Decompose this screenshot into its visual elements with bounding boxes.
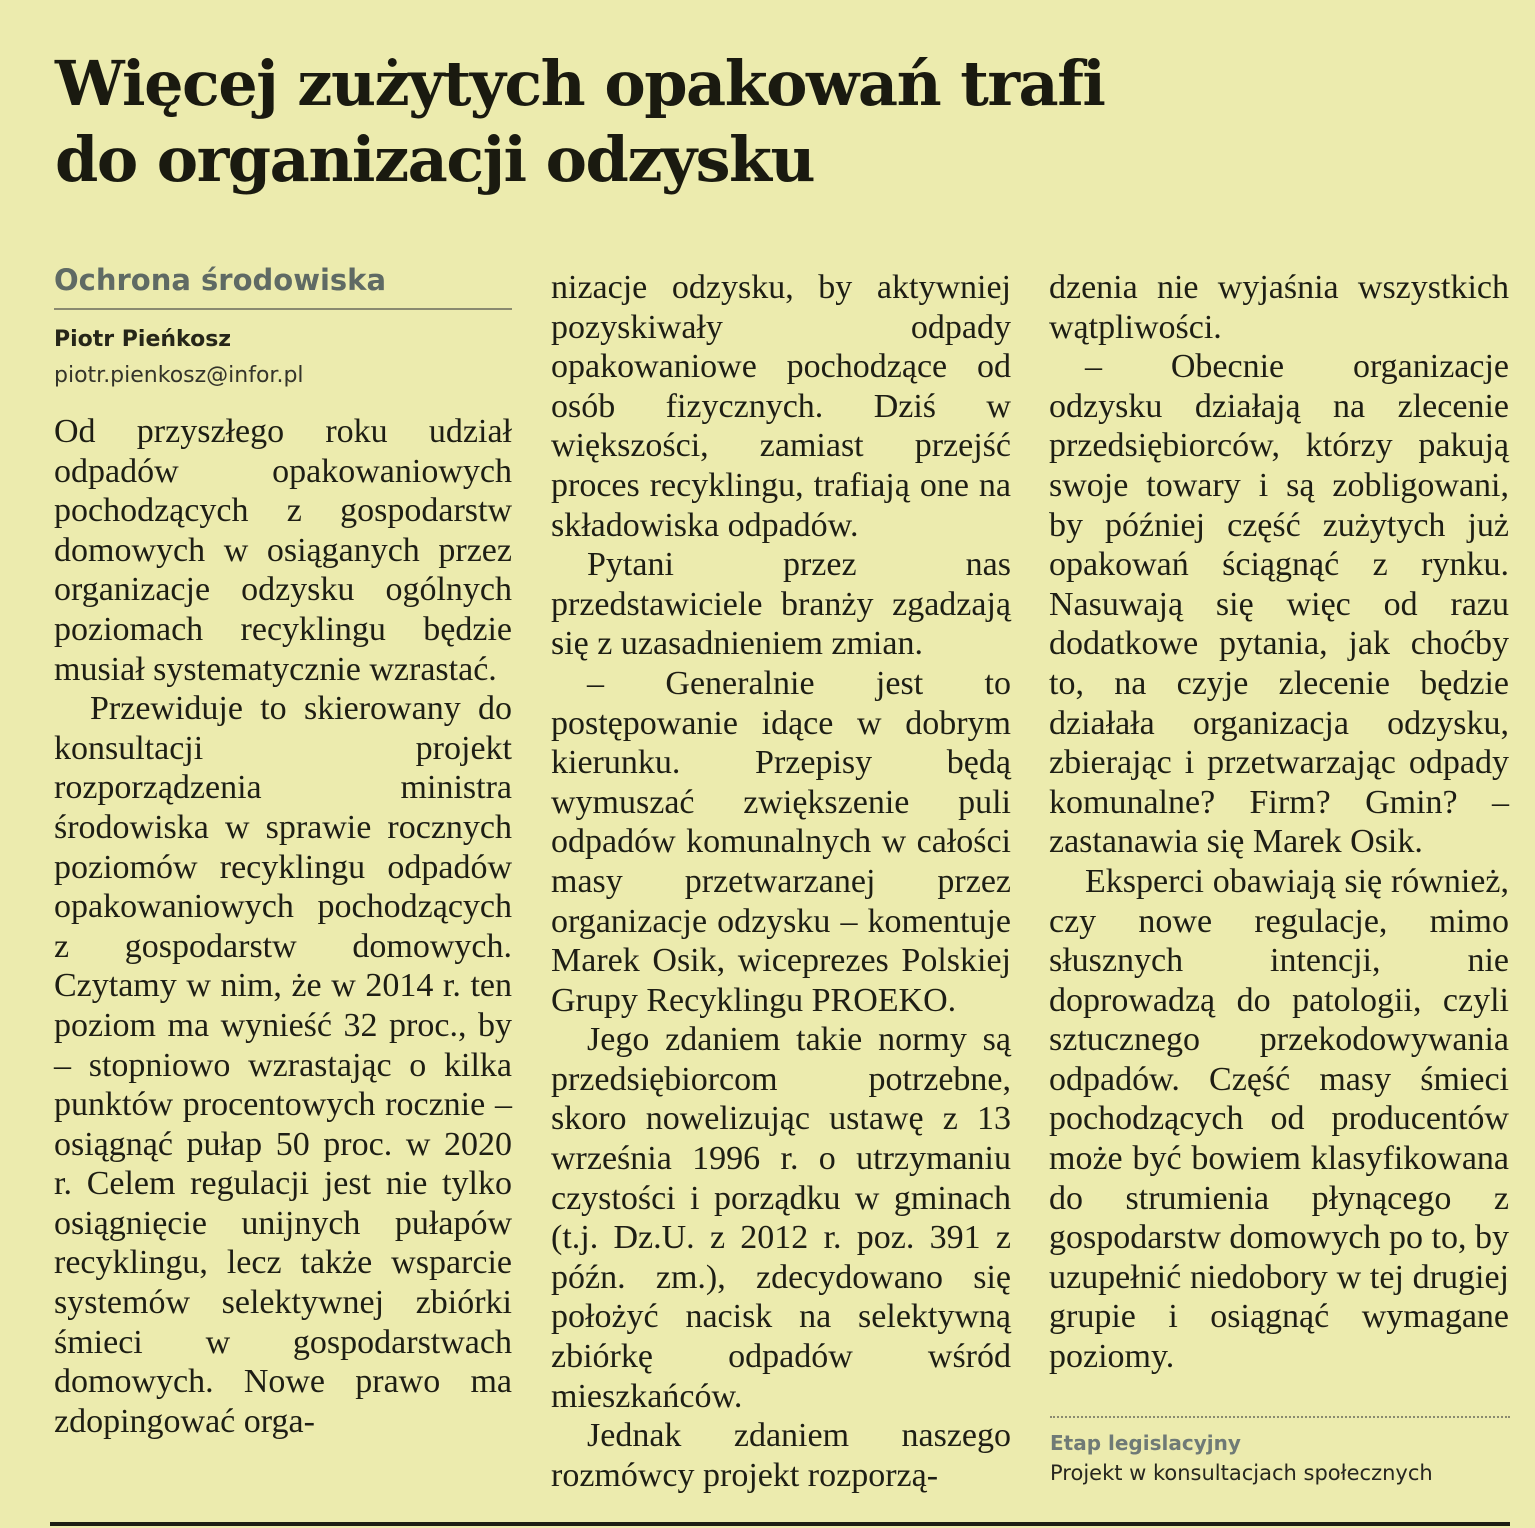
article-column-1 <box>54 258 512 1441</box>
body-paragraph: Przewiduje to skierowany do konsultacji projekt rozporządzenia ministra środowiska w sprawie rocznych poziomów recyklingu odpadów opakowaniowych pochodzących z gospodarstw domowych. Czytamy w nim, że w 2014 r. ten poziom ma wynieść 32 proc., by – stopniowo wzrastając o kilka punktów procentowych rocznie – osiągnąć pułap 50 proc. w 2020 r. Celem regulacji jest nie tylko osiągnięcie unijnych pułapów recyklingu, lecz także wsparcie systemów selektywnej zbiórki śmieci w gospodarstwach domowych. Nowe prawo ma zdopingować orga- <box>54 690 512 1440</box>
author-email: piotr.pienkosz@infor.pl <box>54 363 304 388</box>
legislative-stage-label: Etap legislacyjny <box>1050 1431 1241 1455</box>
section-label: Ochrona środowiska <box>54 258 512 310</box>
body-paragraph: Pytani przez nas przedstawiciele branży zgadzają się z uzasadnieniem zmian. <box>551 546 1011 663</box>
body-paragraph: nizacje odzysku, by aktywniej pozyskiwały odpady opakowaniowe pochodzące od osób fizycznych. Dziś w większości, zamiast przejść proces recyklingu, trafiają one na składowiska odpadów. <box>551 269 1011 544</box>
legislative-stage-value: Projekt w konsultacjach społecznych <box>1050 1461 1433 1485</box>
body-paragraph: dzenia nie wyjaśnia wszystkich wątpliwości. <box>1049 269 1509 346</box>
legislative-stage-box <box>1050 1416 1510 1488</box>
article-column-2 <box>551 268 1011 1495</box>
author-name: Piotr Pieńkosz <box>54 327 232 352</box>
quote-paragraph: – Obecnie organizacje odzysku działają na zlecenie przedsiębiorców, którzy pakują swoje towary i są zobligowani, by później część zużytych już opakowań ściągnąć z rynku. Nasuwają się więc od razu dodatkowe pytania, jak choćby to, na czyje zlecenie będzie działała organizacja odzysku, zbierając i przetwarzając odpady komunalne? Firm? Gmin? – zastanawia się Marek Osik. <box>1049 348 1509 861</box>
headline-line-2: do organizacji odzysku <box>55 123 815 196</box>
lead-paragraph: Od przyszłego roku udział odpadów opakowaniowych pochodzących z gospodarstw domowych w osiąganych przez organizacje odzysku ogólnych poziomach recyklingu będzie musiał systematycznie wzrastać. <box>54 413 512 688</box>
headline <box>55 46 1255 198</box>
headline-line-1: Więcej zużytych opakowań trafi <box>55 47 1105 120</box>
article-column-3 <box>1049 268 1509 1377</box>
body-paragraph: Eksperci obawiają się również, czy nowe regulacje, mimo słusznych intencji, nie doprowadzą do patologii, czyli sztucznego przekodowywania odpadów. Część masy śmieci pochodzących od producentów może być bowiem klasyfikowana do strumienia płynącego z gospodarstw domowych po to, by uzupełnić niedobory w tej drugiej grupie i osiągnąć wymagane poziomy. <box>1049 862 1509 1376</box>
body-paragraph: Jego zdaniem takie normy są przedsiębiorcom potrzebne, skoro nowelizując ustawę z 13 września 1996 r. o utrzymaniu czystości i porządku w gminach (t.j. Dz.U. z 2012 r. poz. 391 z późn. zm.), zdecydowano się położyć nacisk na selektywną zbiórkę odpadów wśród mieszkańców. <box>551 1021 1011 1415</box>
bottom-divider <box>50 1522 1510 1526</box>
quote-paragraph: – Generalnie jest to postępowanie idące w dobrym kierunku. Przepisy będą wymuszać zwiększenie puli odpadów komunalnych w całości masy przetwarzanej przez organizacje odzysku – komentuje Marek Osik, wiceprezes Polskiej Grupy Recyklingu PROEKO. <box>551 664 1011 1019</box>
body-paragraph: Jednak zdaniem naszego rozmówcy projekt rozporzą- <box>551 1417 1011 1494</box>
